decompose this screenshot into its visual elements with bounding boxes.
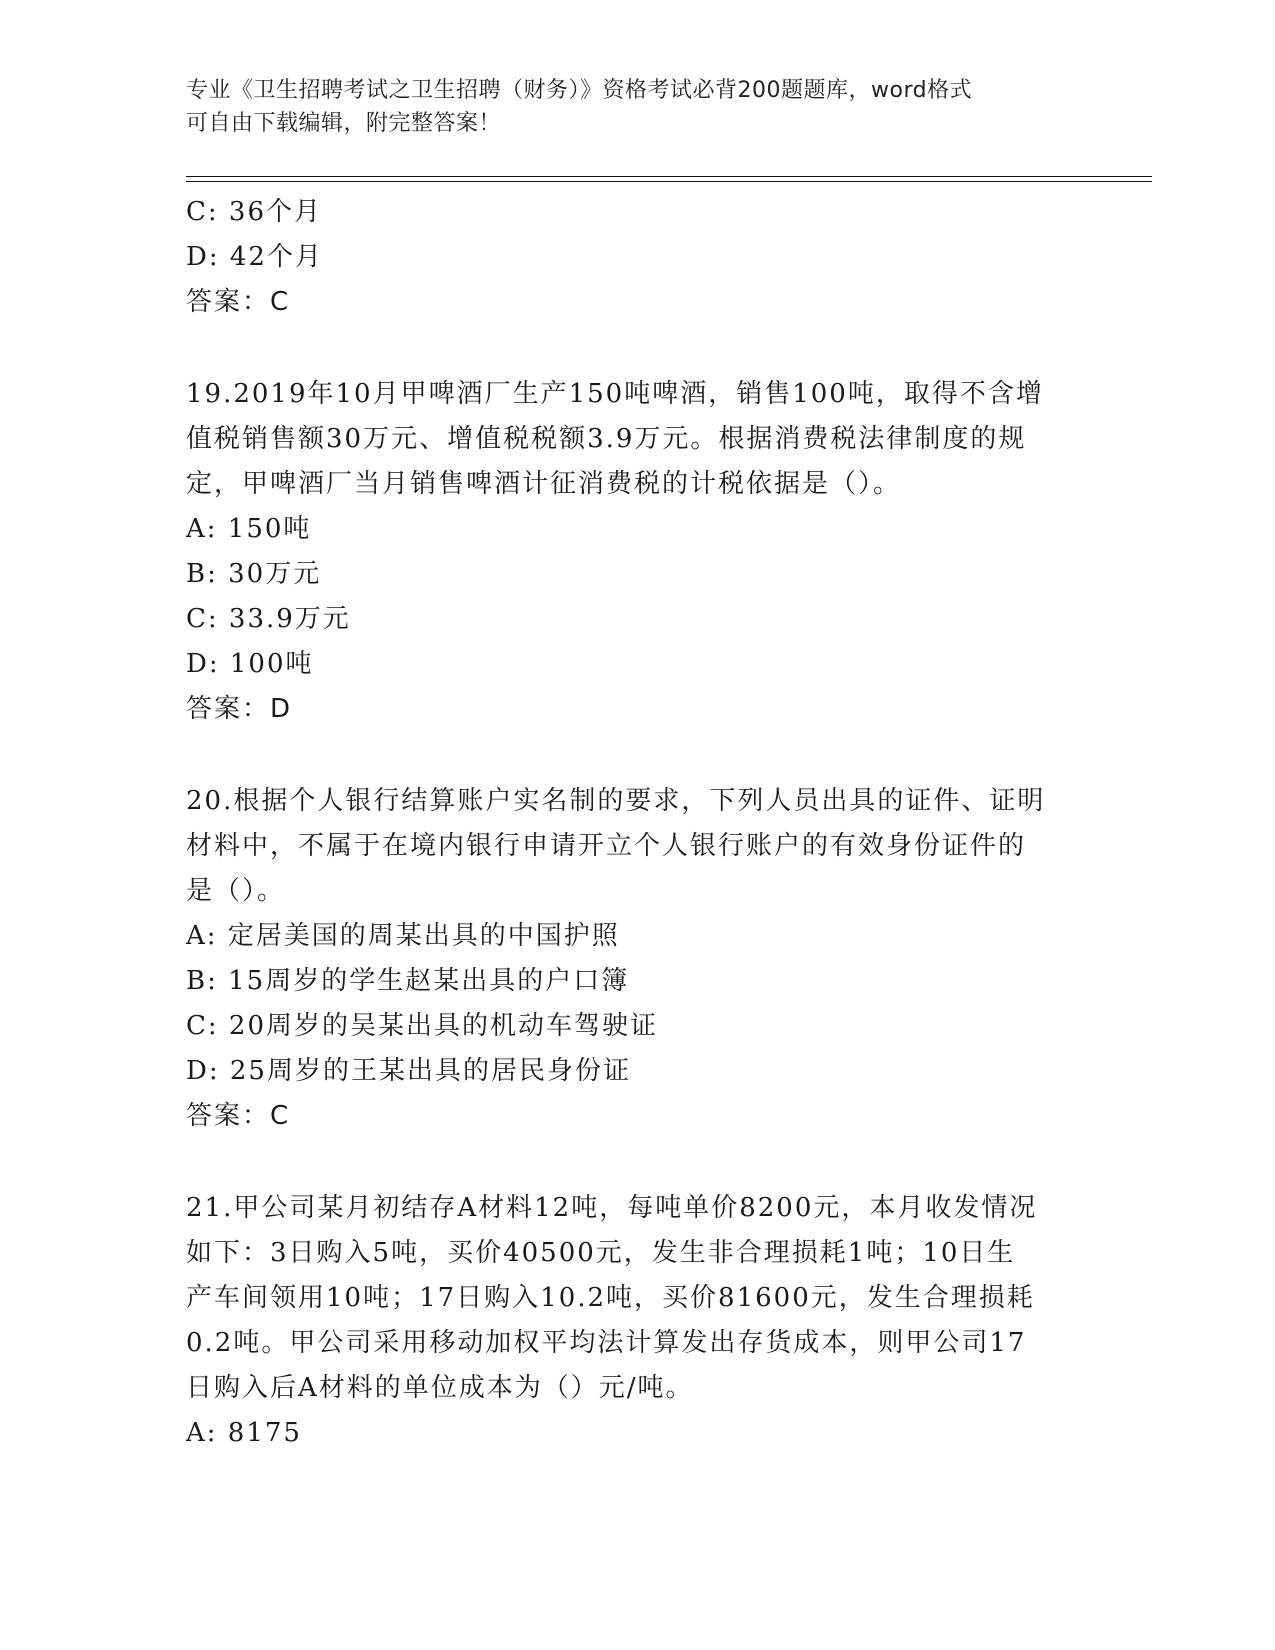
question-text-line: 0.2吨。甲公司采用移动加权平均法计算发出存货成本，则甲公司17 [186,1328,1027,1358]
spacer [186,325,1086,372]
answer-line: 答案：D [186,694,293,724]
question-19 [186,372,1086,732]
option-c: C: 20周岁的吴某出具的机动车驾驶证 [186,1011,659,1041]
question-20 [186,779,1086,1139]
answer-line: 答案：C [186,1101,291,1131]
option-c: C: 36个月 [186,197,323,227]
header-divider-bottom [186,181,1152,182]
spacer [186,1139,1086,1186]
question-text-line: 19.2019年10月甲啤酒厂生产150吨啤酒，销售100吨，取得不含增 [186,379,1044,409]
option-a: A: 150吨 [186,514,312,544]
option-d: D: 25周岁的王某出具的居民身份证 [186,1056,631,1086]
option-a: A: 定居美国的周某出具的中国护照 [186,921,620,951]
question-text-line: 如下：3日购入5吨，买价40500元，发生非合理损耗1吨；10日生 [186,1238,1016,1268]
spacer [186,732,1086,779]
question-text-line: 20.根据个人银行结算账户实名制的要求，下列人员出具的证件、证明 [186,786,1046,816]
option-a: A: 8175 [186,1418,302,1448]
header-line-1: 专业《卫生招聘考试之卫生招聘（财务）》资格考试必背200题题库，word格式 [186,78,973,103]
question-21 [186,1186,1086,1456]
header-line-2: 可自由下载编辑，附完整答案！ [186,111,502,136]
question-text-line: 材料中，不属于在境内银行申请开立个人银行账户的有效身份证件的 [186,831,1027,861]
question-text-line: 21.甲公司某月初结存A材料12吨，每吨单价8200元，本月收发情况 [186,1193,1038,1223]
question-text-line: 定，甲啤酒厂当月销售啤酒计征消费税的计税依据是（）。 [186,469,902,499]
page-header [186,74,1066,140]
header-divider-top [186,176,1152,177]
question-text-line: 值税销售额30万元、增值税税额3.9万元。根据消费税法律制度的规 [186,424,1027,454]
option-d: D: 42个月 [186,242,323,272]
document-body [186,190,1086,1456]
option-c: C: 33.9万元 [186,604,351,634]
prev-question [186,190,1086,325]
option-d: D: 100吨 [186,649,314,679]
question-text-line: 产车间领用10吨；17日购入10.2吨，买价81600元，发生合理损耗 [186,1283,1035,1313]
question-text-line: 日购入后A材料的单位成本为（）元/吨。 [186,1373,694,1403]
option-b: B: 15周岁的学生赵某出具的户口簿 [186,966,630,996]
answer-line: 答案：C [186,287,291,317]
option-b: B: 30万元 [186,559,322,589]
question-text-line: 是（）。 [186,876,286,906]
